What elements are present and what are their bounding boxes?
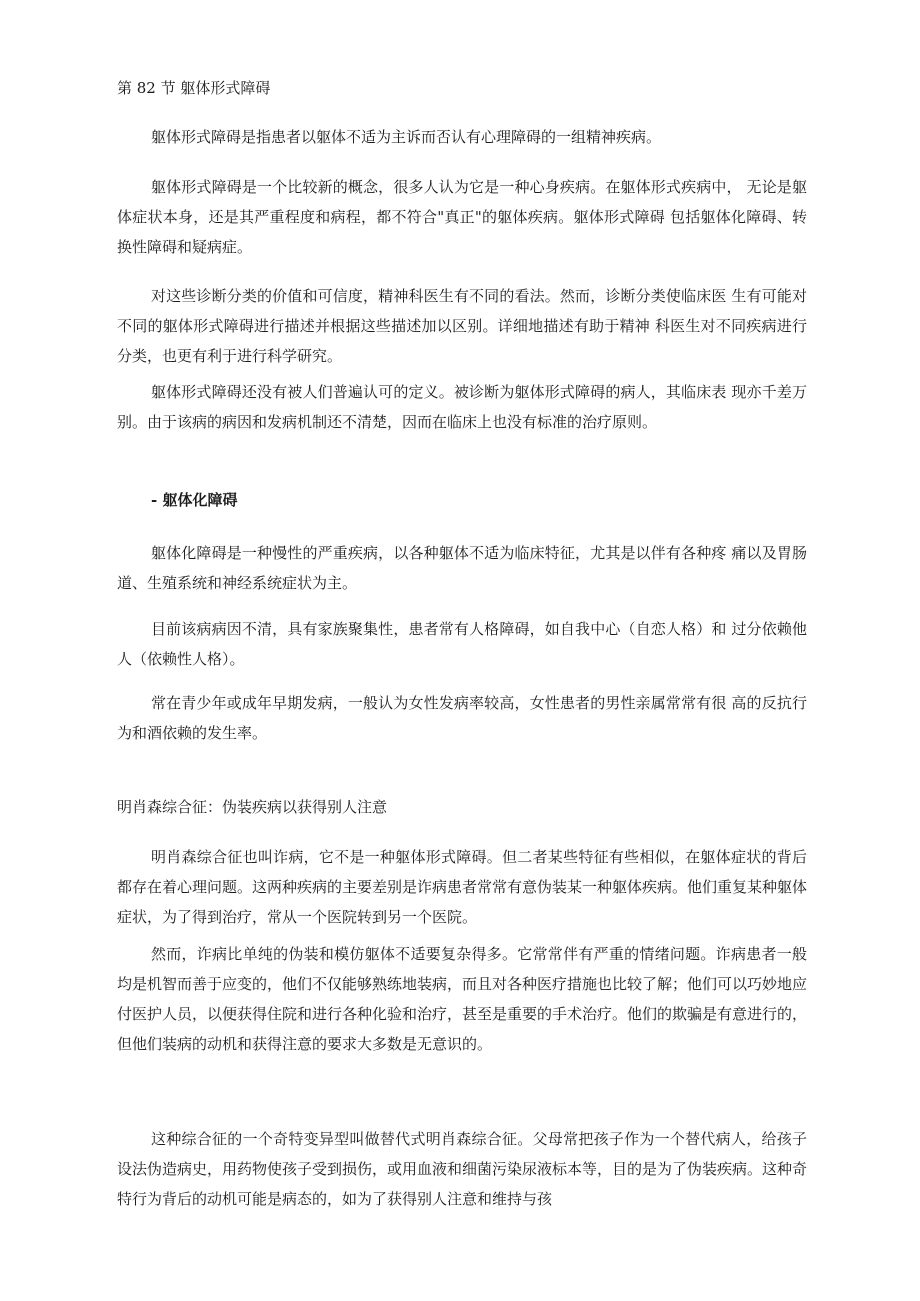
paragraph-cause: 目前该病病因不清，具有家族聚集性，患者常有人格障碍，如自我中心（自恋人格）和 过分依赖他人（依赖性人格）。	[117, 620, 807, 668]
paragraph-malingering: 然而，诈病比单纯的伪装和模仿躯体不适要复杂得多。它常常伴有严重的情绪问题。诈病患者一般均是机智而善于应变的，他们不仅能够熟练地装病，而且对各种医疗措施也比较了解；他们可以巧妙地应付医护人员，以便获得住院和进行各种化验和治疗，甚至是重要的手术治疗。他们的欺骗是有意进行的，但他们装病的动机和获得注意的要求大多数是无意识的。	[117, 945, 808, 1053]
paragraph-diagnosis-value: 对这些诊断分类的价值和可信度，精神科医生有不同的看法。然而，诊断分类使临床医 生有可能对不同的躯体形式障碍进行描述并根据这些描述加以区别。详细地描述有助于精神 科医生对不同疾病进行分类，也更有利于进行科学研究。	[117, 287, 807, 365]
paragraph-no-definition: 躯体形式障碍还没有被人们普遍认可的定义。被诊断为躯体形式障碍的病人，其临床表 现亦千差万别。由于该病的病因和发病机制还不清楚，因而在临床上也没有标准的治疗原则。	[117, 383, 807, 431]
section-title: 第 82 节 躯体形式障碍	[117, 79, 271, 97]
paragraph-onset: 常在青少年或成年早期发病，一般认为女性发病率较高，女性患者的男性亲属常常有很 高的反抗行为和酒依赖的发生率。	[117, 694, 807, 742]
paragraph-proxy: 这种综合征的一个奇特变异型叫做替代式明肖森综合征。父母常把孩子作为一个替代病人，给孩子设法伪造病史，用药物使孩子受到损伤，或用血液和细菌污染尿液标本等，目的是为了伪装疾病。这种奇特行为背后的动机可能是病态的，如为了获得别人注意和维持与孩	[117, 1130, 808, 1208]
munchausen-title: 明肖森综合征：伪装疾病以获得别人注意	[117, 798, 388, 816]
paragraph-concept: 躯体形式障碍是一个比较新的概念，很多人认为它是一种心身疾病。在躯体形式疾病中， 无论是躯体症状本身，还是其严重程度和病程，都不符合"真正"的躯体疾病。躯体形式障碍 包括躯体化障碍、转换性障碍和疑病症。	[117, 178, 807, 256]
paragraph-munchausen: 明肖森综合征也叫诈病，它不是一种躯体形式障碍。但二者某些特征有些相似，在躯体症状的背后都存在着心理问题。这两种疾病的主要差别是诈病患者常常有意伪装某一种躯体疾病。他们重复某种躯体症状，为了得到治疗，常从一个医院转到另一个医院。	[117, 848, 808, 926]
subsection-title: - 躯体化障碍	[151, 491, 238, 509]
paragraph-somatization: 躯体化障碍是一种慢性的严重疾病，以各种躯体不适为临床特征，尤其是以伴有各种疼 痛以及胃肠道、生殖系统和神经系统症状为主。	[117, 544, 807, 592]
paragraph-definition: 躯体形式障碍是指患者以躯体不适为主诉而否认有心理障碍的一组精神疾病。	[151, 128, 662, 146]
